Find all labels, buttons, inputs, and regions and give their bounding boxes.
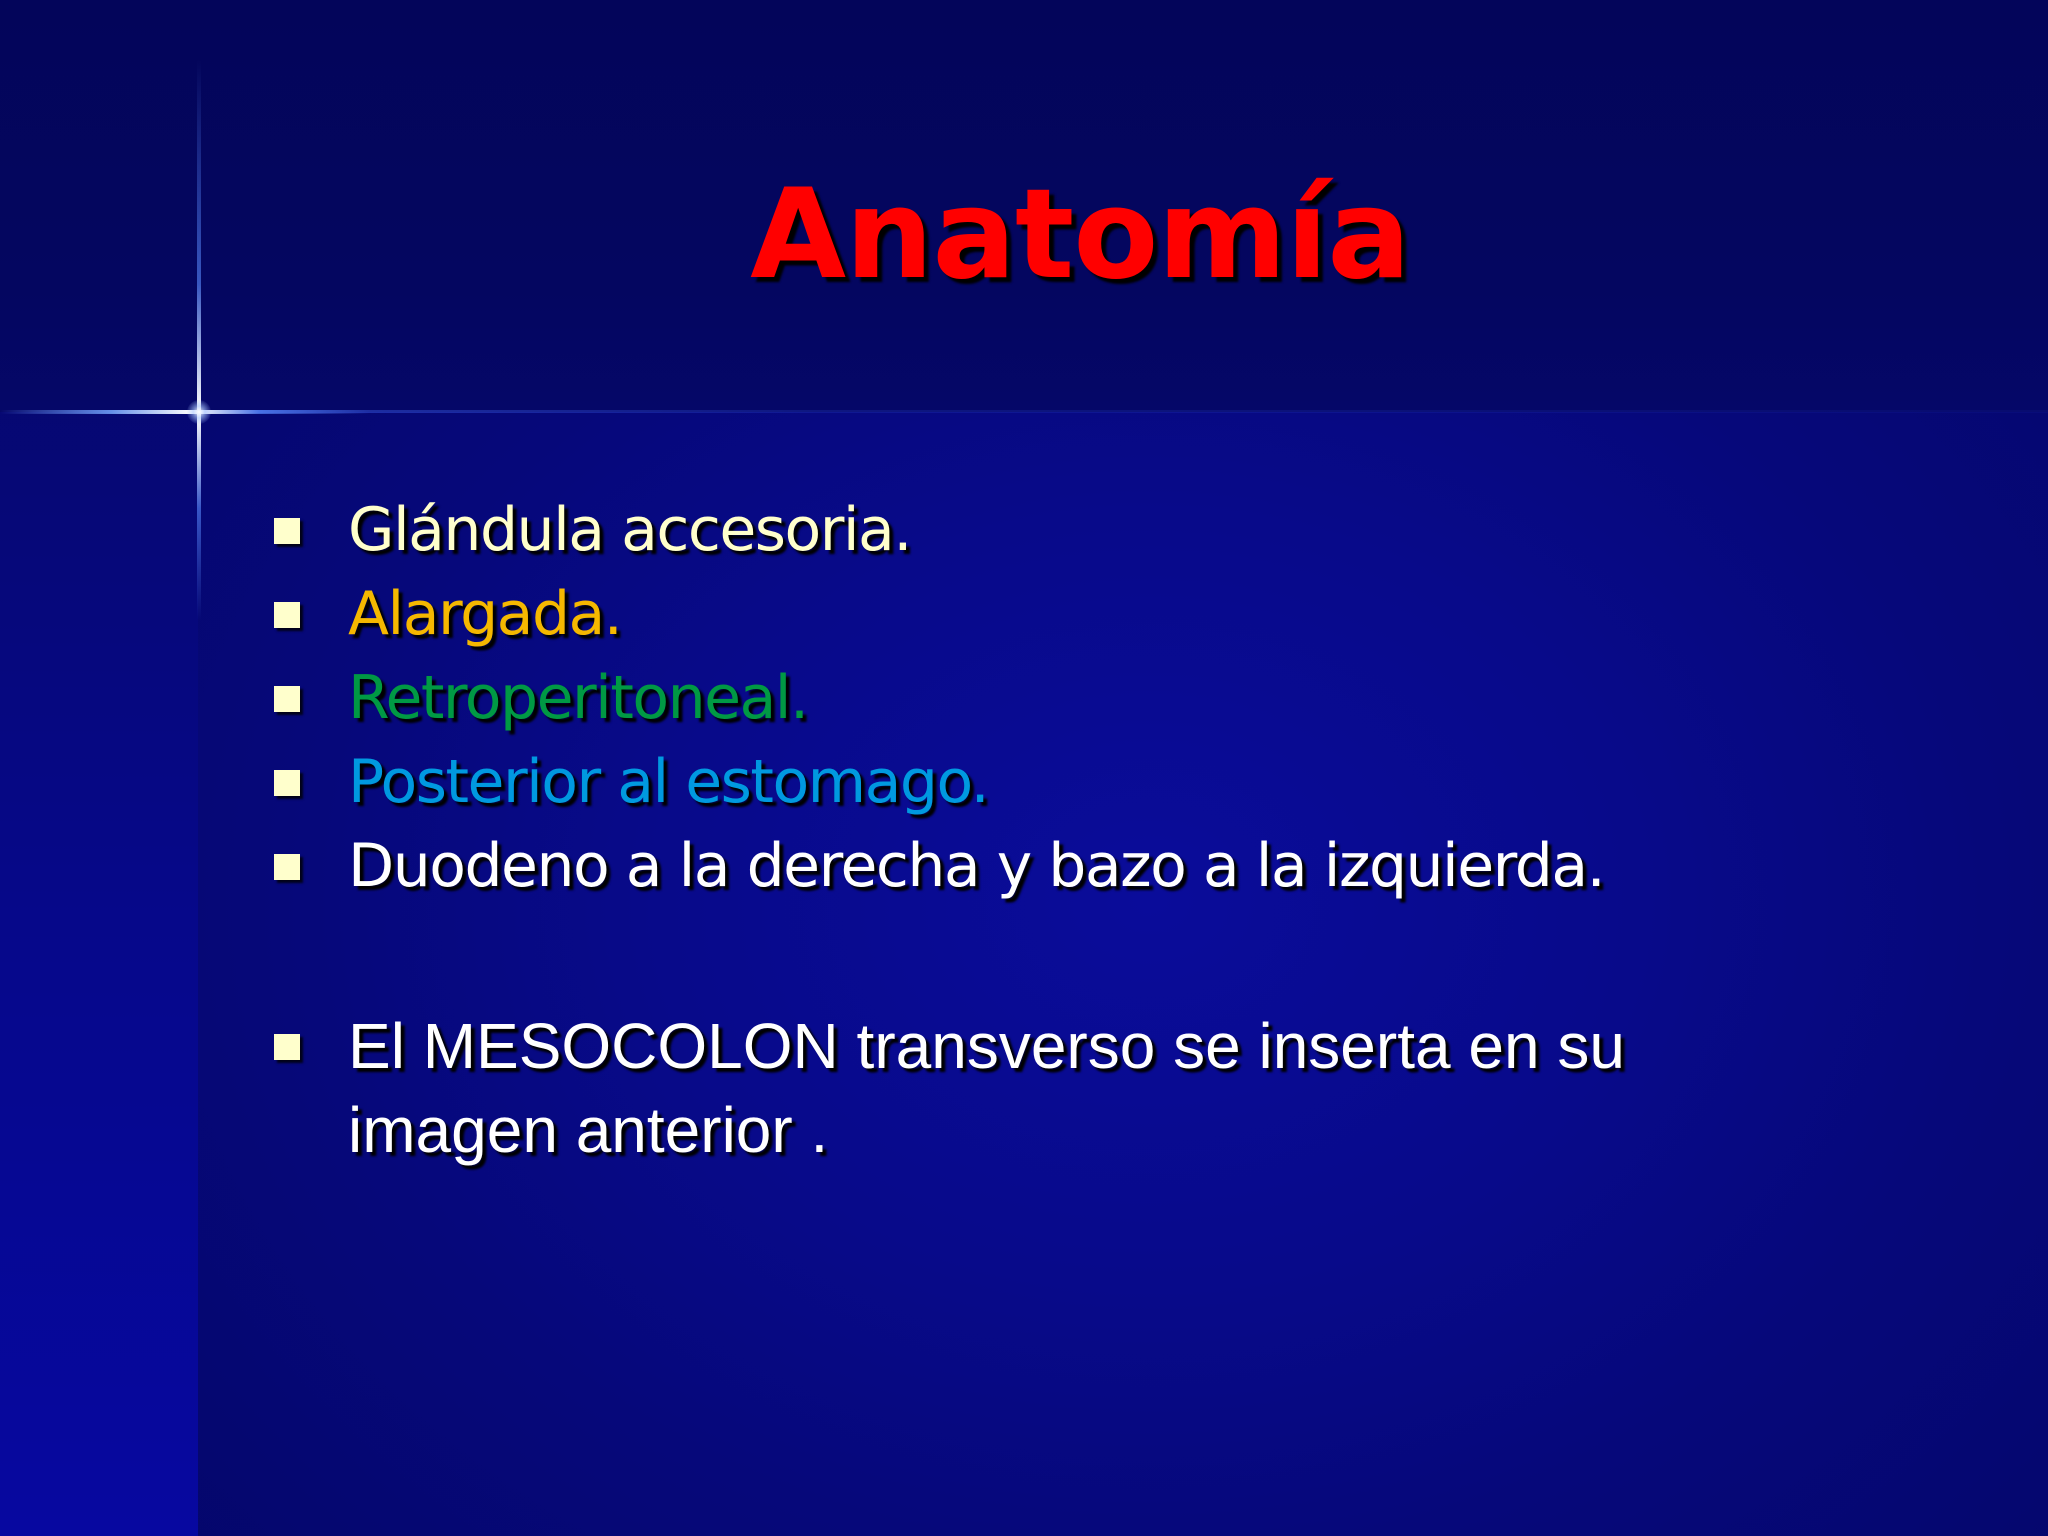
sparkle-vertical-icon	[197, 60, 201, 620]
bullet-text: Alargada.	[348, 579, 622, 649]
square-bullet-icon	[274, 602, 300, 628]
square-bullet-icon	[274, 1034, 300, 1060]
square-bullet-icon	[274, 518, 300, 544]
square-bullet-icon	[274, 686, 300, 712]
slide-title: Anatomía	[750, 163, 1410, 307]
bullet-text: Retroperitoneal.	[348, 663, 808, 733]
bullet-spacer	[272, 908, 1992, 1004]
sparkle-horizontal-icon	[0, 410, 370, 414]
square-bullet-icon	[274, 854, 300, 880]
bullet-item-mesocolon	[272, 1004, 1992, 1172]
bullet-list	[272, 488, 1992, 1172]
bullet-text: Duodeno a la derecha y bazo a la izquierda.	[348, 831, 1605, 901]
bullet-item-posterior	[272, 740, 1992, 824]
bullet-item-retroperitoneal	[272, 656, 1992, 740]
bullet-text: Glándula accesoria.	[348, 495, 911, 565]
square-bullet-icon	[274, 770, 300, 796]
bullet-item-glandula	[272, 488, 1992, 572]
bullet-text: El MESOCOLON transverso se inserta en su imagen anterior .	[348, 1010, 1625, 1166]
sparkle-star-icon	[187, 400, 211, 424]
bullet-item-alargada	[272, 572, 1992, 656]
bullet-item-duodeno	[272, 824, 1992, 908]
bullet-text: Posterior al estomago.	[348, 747, 989, 817]
